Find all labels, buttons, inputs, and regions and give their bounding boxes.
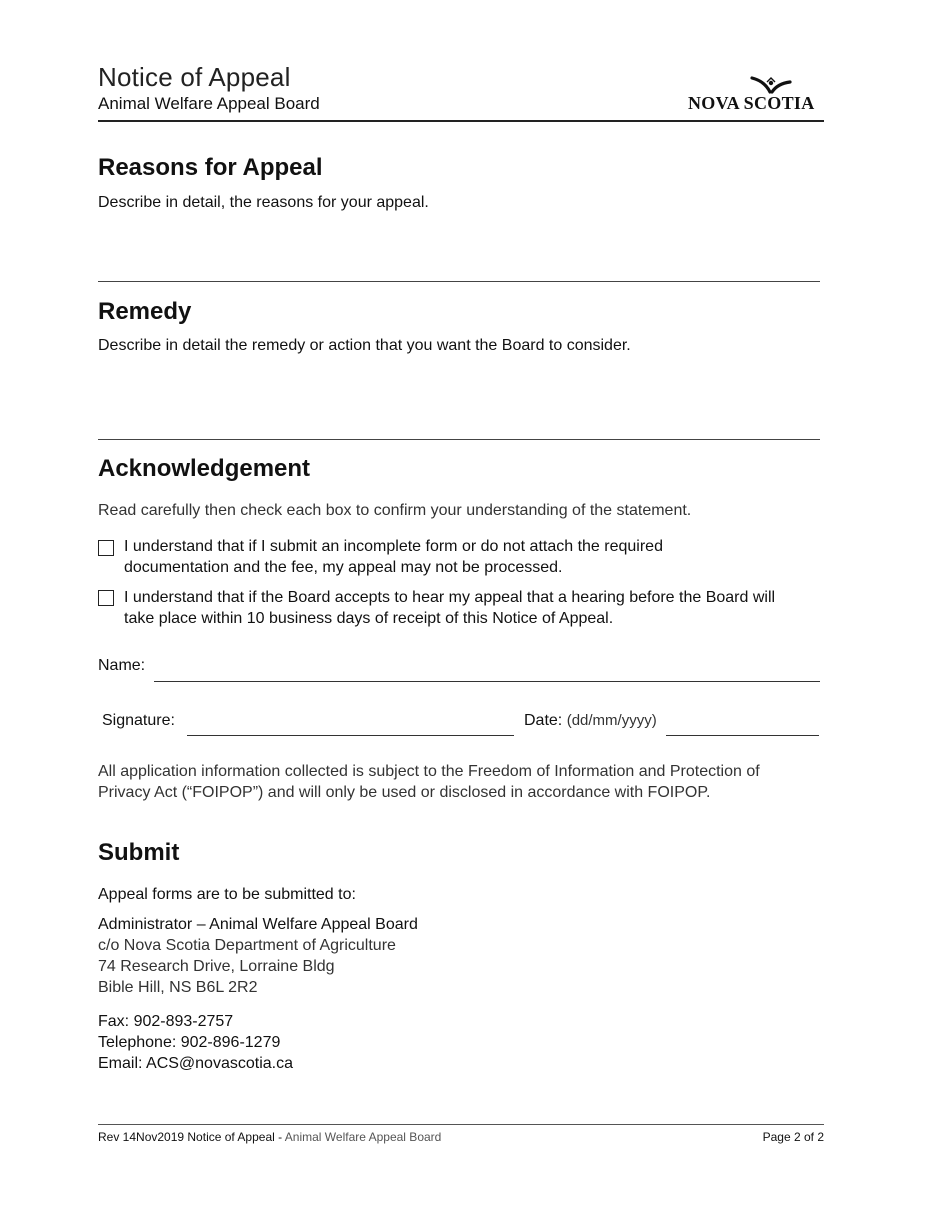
privacy-notice: All application information collected is subject to the Freedom of Information and Protection of Privacy Act (“FOIPOP”) and will only be used or disclosed in accordance with FOIPOP. [98,763,760,801]
document-subtitle: Animal Welfare Appeal Board [98,94,320,113]
signature-label: Signature: [102,712,175,729]
telephone-number: Telephone: 902-896-1279 [98,1034,281,1051]
name-label: Name: [98,657,146,674]
incomplete-form-statement: I understand that if I submit an incomplete form or do not attach the required documentation and the fee, my appeal may not be processed. [124,538,663,576]
remedy-instruction: Describe in detail the remedy or action that you want the Board to consider. [98,337,631,354]
fax-number: Fax: 902-893-2757 [98,1013,234,1030]
logo-wordmark: NOVA SCOTIA [688,93,815,113]
page-number: Page 2 of 2 [762,1130,824,1144]
remedy-answer-line[interactable] [98,439,820,440]
reasons-heading: Reasons for Appeal [98,154,323,181]
acknowledgement-heading: Acknowledgement [98,455,311,482]
footer-revision: Rev 14Nov2019 Notice of Appeal - Animal Welfare Appeal Board [98,1130,442,1144]
footer-divider [98,1124,824,1125]
date-format-hint: (dd/mm/yyyy) [566,712,657,729]
date-field[interactable] [666,735,819,736]
reasons-answer-line[interactable] [98,281,820,282]
incomplete-form-checkbox[interactable] [98,540,114,556]
remedy-heading: Remedy [98,298,192,325]
signature-field[interactable] [187,735,514,736]
acknowledgement-intro: Read carefully then check each box to confirm your understanding of the statement. [98,502,692,519]
name-field[interactable] [154,681,820,682]
date-label: Date: (dd/mm/yyyy) [524,712,657,729]
reasons-instruction: Describe in detail, the reasons for your appeal. [98,194,429,211]
mailing-address: Administrator – Animal Welfare Appeal Board c/o Nova Scotia Department of Agriculture 74 Research Drive, Lorraine Bldg Bible Hill, NS B6L 2R2 [98,916,418,996]
header-divider [98,120,824,122]
document-title: Notice of Appeal [98,62,291,92]
submit-intro: Appeal forms are to be submitted to: [98,886,356,903]
nova-scotia-logo [688,74,826,114]
hearing-timeline-checkbox[interactable] [98,590,114,606]
submit-heading: Submit [98,839,180,866]
hearing-timeline-statement: I understand that if the Board accepts to hear my appeal that a hearing before the Board will take place within 10 business days of receipt of this Notice of Appeal. [124,589,776,627]
email-address[interactable]: Email: ACS@novascotia.ca [98,1055,293,1072]
contact-info [98,1011,293,1074]
